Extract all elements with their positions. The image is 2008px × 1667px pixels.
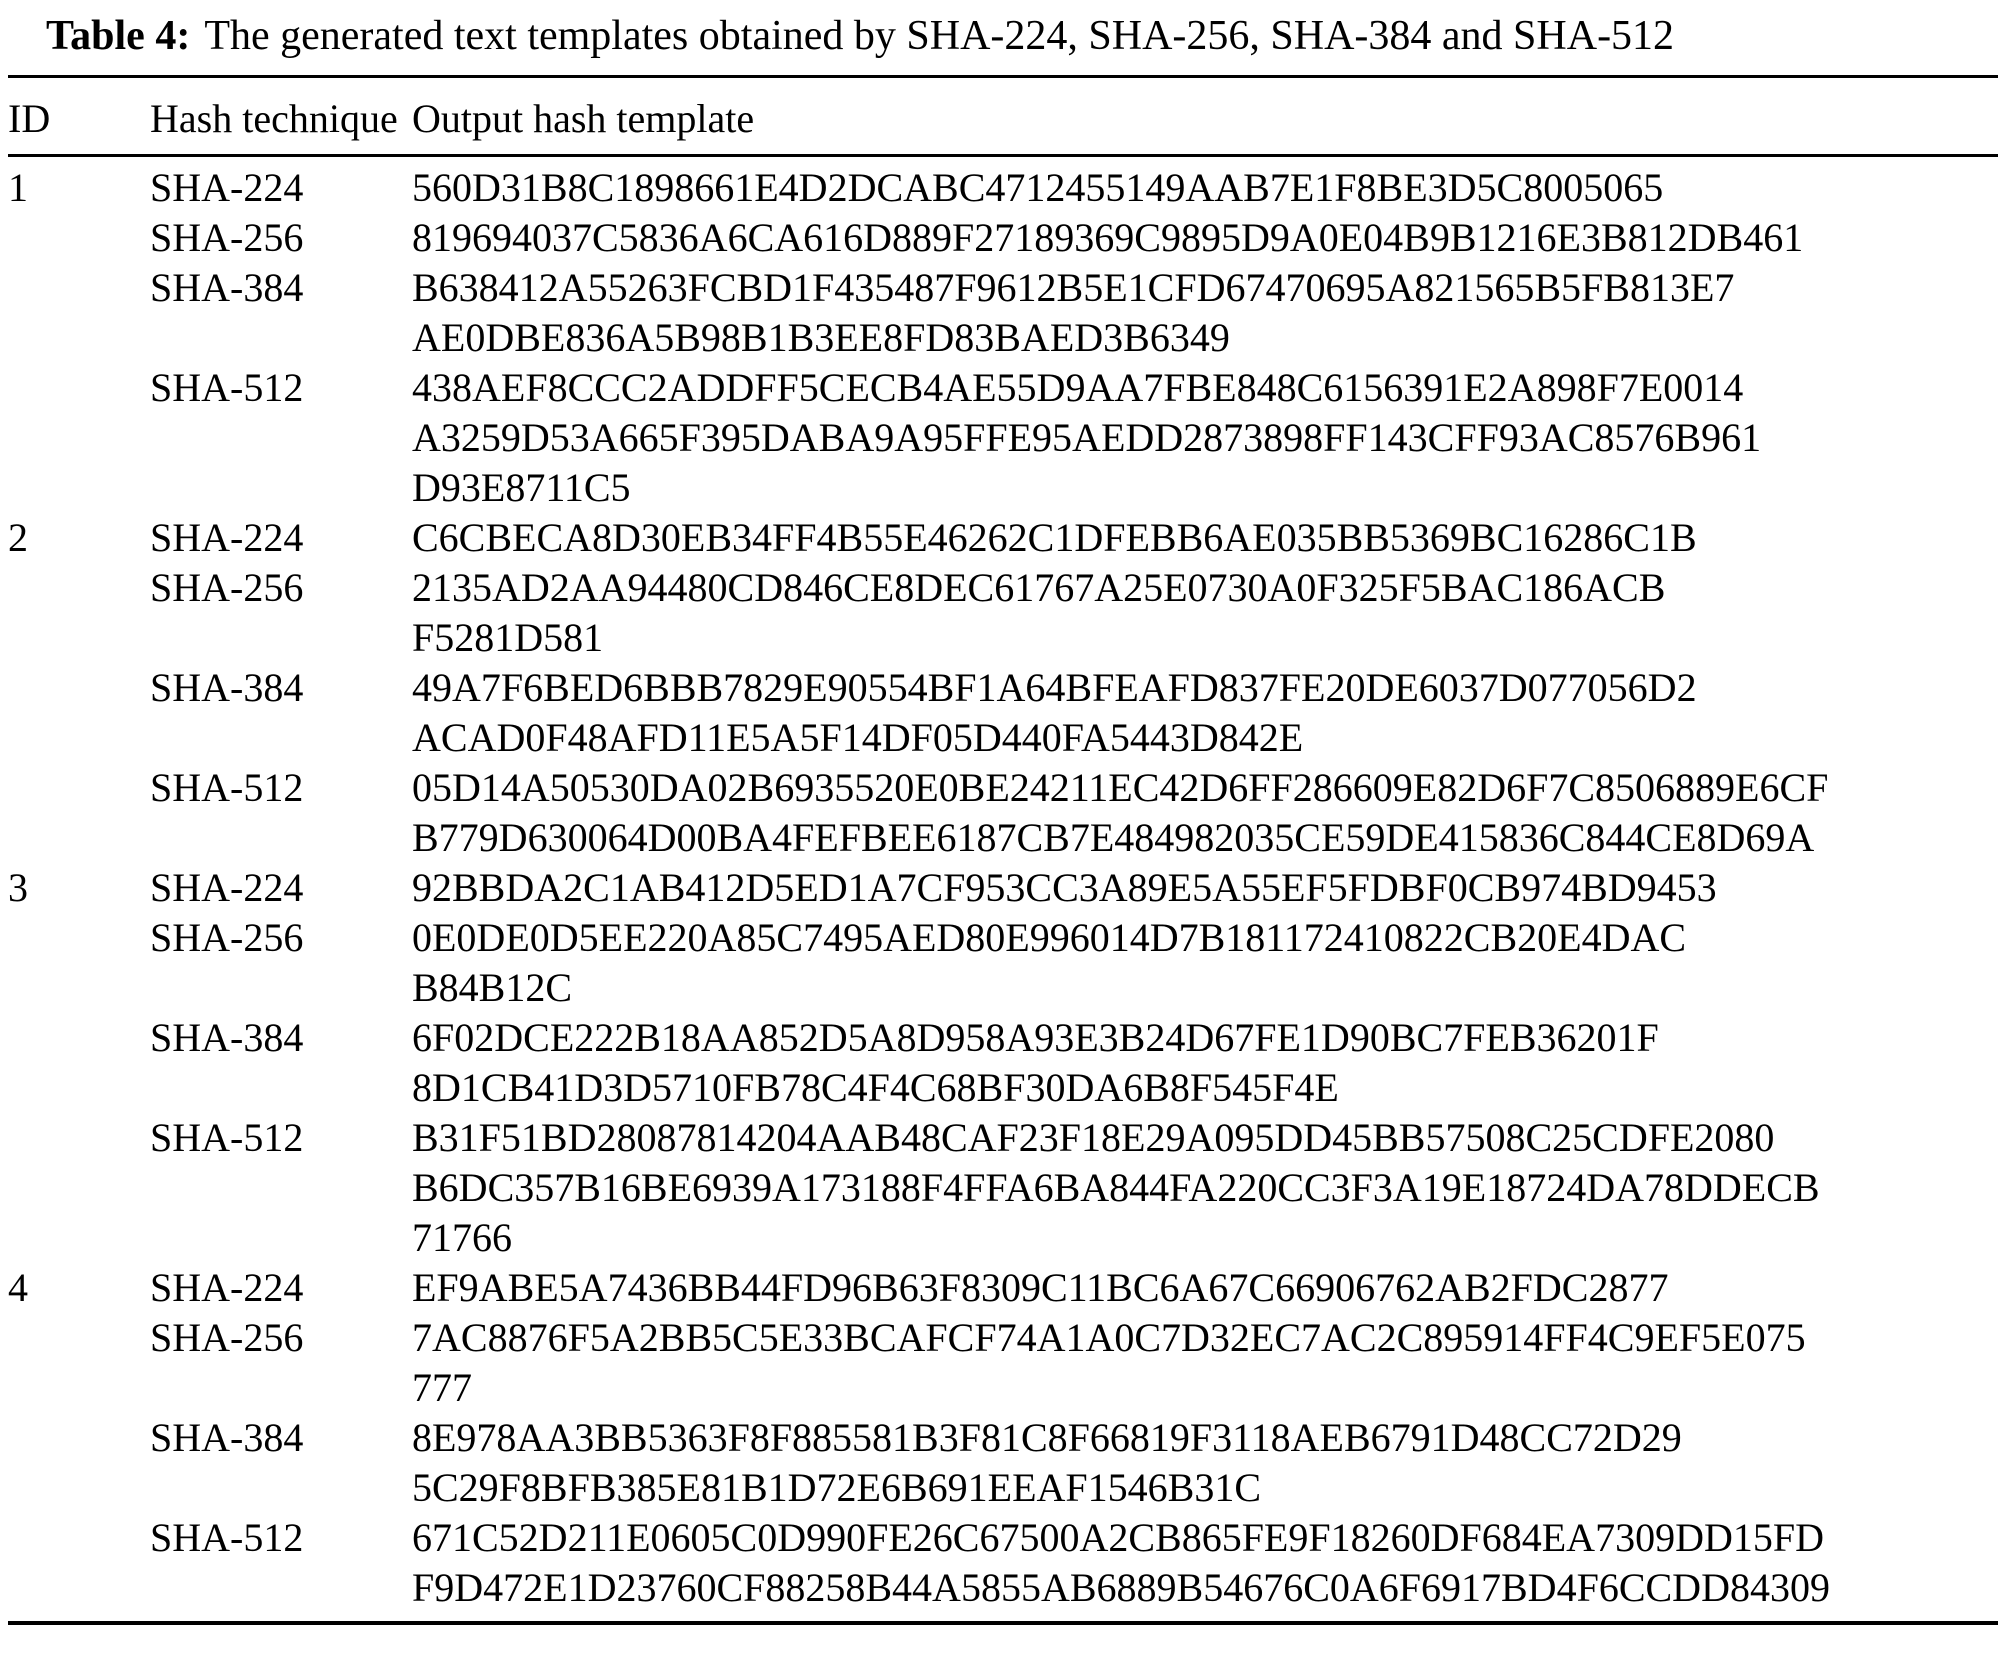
hash-technique-label: SHA-512: [150, 765, 304, 810]
hash-entry: [150, 1263, 1998, 1313]
hash-output: [412, 763, 1998, 863]
row-id: 1: [8, 165, 28, 210]
hash-entry: [150, 163, 1998, 213]
table-caption: [8, 0, 1998, 75]
hash-technique-label: SHA-224: [150, 165, 304, 210]
hash-entry: [150, 1413, 1998, 1513]
hash-line: EF9ABE5A7436BB44FD96B63F8309C11BC6A67C66906762AB2FDC2877: [412, 1265, 1669, 1310]
table-caption-text: The generated text templates obtained by SHA-224, SHA-256, SHA-384 and SHA-512: [204, 13, 1675, 59]
hash-technique-label: SHA-512: [150, 365, 304, 410]
hash-technique-label: SHA-256: [150, 1315, 304, 1360]
hash-entry: [150, 663, 1998, 763]
row-entries: [150, 513, 1998, 863]
column-header-output: Output hash template: [412, 96, 755, 141]
hash-line: 438AEF8CCC2ADDFF5CECB4AE55D9AA7FBE848C6156391E2A898F7E0014: [412, 365, 1744, 410]
table-row: [8, 513, 1998, 863]
hash-line: A3259D53A665F395DABA9A95FFE95AEDD2873898FF143CFF93AC8576B961: [412, 415, 1762, 460]
hash-technique-label: SHA-512: [150, 1115, 304, 1160]
hash-output: [412, 863, 1998, 913]
table-header-row: [8, 78, 1998, 154]
hash-line: 92BBDA2C1AB412D5ED1A7CF953CC3A89E5A55EF5FDBF0CB974BD9453: [412, 865, 1717, 910]
hash-line: B6DC357B16BE6939A173188F4FFA6BA844FA220CC3F3A19E18724DA78DDECB: [412, 1165, 1820, 1210]
hash-output: [412, 263, 1998, 363]
hash-entry: [150, 863, 1998, 913]
hash-line: C6CBECA8D30EB34FF4B55E46262C1DFEBB6AE035BB5369BC16286C1B: [412, 515, 1697, 560]
hash-technique-label: SHA-224: [150, 515, 304, 560]
hash-entry: [150, 763, 1998, 863]
hash-output: [412, 1013, 1998, 1113]
table-bottom-rule: [8, 1621, 1998, 1625]
hash-line: 05D14A50530DA02B6935520E0BE24211EC42D6FF286609E82D6F7C8506889E6CF: [412, 765, 1829, 810]
table-caption-label: Table 4:: [46, 13, 191, 59]
hash-technique-label: SHA-384: [150, 665, 304, 710]
hash-line: 819694037C5836A6CA616D889F27189369C9895D9A0E04B9B1216E3B812DB461: [412, 215, 1804, 260]
hash-technique-label: SHA-384: [150, 1015, 304, 1060]
row-id: 3: [8, 865, 28, 910]
hash-line: 2135AD2AA94480CD846CE8DEC61767A25E0730A0F325F5BAC186ACB: [412, 565, 1666, 610]
hash-line: F9D472E1D23760CF88258B44A5855AB6889B54676C0A6F6917BD4F6CCDD84309: [412, 1565, 1830, 1610]
hash-output: [412, 213, 1998, 263]
hash-output: [412, 913, 1998, 1013]
hash-line: AE0DBE836A5B98B1B3EE8FD83BAED3B6349: [412, 315, 1230, 360]
hash-technique-label: SHA-256: [150, 915, 304, 960]
hash-line: 671C52D211E0605C0D990FE26C67500A2CB865FE9F18260DF684EA7309DD15FD: [412, 1515, 1824, 1560]
hash-line: B779D630064D00BA4FEFBEE6187CB7E484982035CE59DE415836C844CE8D69A: [412, 815, 1815, 860]
hash-line: 71766: [412, 1215, 512, 1260]
hash-line: F5281D581: [412, 615, 604, 660]
row-entries: [150, 163, 1998, 513]
hash-line: 5C29F8BFB385E81B1D72E6B691EEAF1546B31C: [412, 1465, 1262, 1510]
hash-technique-label: SHA-224: [150, 865, 304, 910]
hash-output: [412, 1313, 1998, 1413]
hash-output: [412, 1113, 1998, 1263]
hash-technique-label: SHA-224: [150, 1265, 304, 1310]
hash-entry: [150, 913, 1998, 1013]
hash-line: B31F51BD28087814204AAB48CAF23F18E29A095DD45BB57508C25CDFE2080: [412, 1115, 1775, 1160]
hash-line: 560D31B8C1898661E4D2DCABC4712455149AAB7E1F8BE3D5C8005065: [412, 165, 1664, 210]
hash-output: [412, 563, 1998, 663]
hash-entry: [150, 1113, 1998, 1263]
row-entries: [150, 863, 1998, 1263]
hash-technique-label: SHA-384: [150, 265, 304, 310]
hash-technique-label: SHA-512: [150, 1515, 304, 1560]
hash-entry: [150, 263, 1998, 363]
hash-line: 49A7F6BED6BBB7829E90554BF1A64BFEAFD837FE20DE6037D077056D2: [412, 665, 1697, 710]
column-header-id: ID: [8, 96, 51, 141]
hash-output: [412, 1263, 1998, 1313]
row-entries: [150, 1263, 1998, 1613]
row-id: 2: [8, 515, 28, 560]
hash-line: 8E978AA3BB5363F8F885581B3F81C8F66819F3118AEB6791D48CC72D29: [412, 1415, 1682, 1460]
hash-output: [412, 363, 1998, 513]
hash-line: B638412A55263FCBD1F435487F9612B5E1CFD67470695A821565B5FB813E7: [412, 265, 1735, 310]
hash-line: B84B12C: [412, 965, 573, 1010]
hash-output: [412, 1513, 1998, 1613]
hash-entry: [150, 1313, 1998, 1413]
hash-output: [412, 663, 1998, 763]
hash-line: ACAD0F48AFD11E5A5F14DF05D440FA5443D842E: [412, 715, 1304, 760]
hash-entry: [150, 213, 1998, 263]
hash-entry: [150, 363, 1998, 513]
hash-entry: [150, 1513, 1998, 1613]
hash-line: 777: [412, 1365, 472, 1410]
table-row: [8, 163, 1998, 513]
hash-line: 0E0DE0D5EE220A85C7495AED80E996014D7B181172410822CB20E4DAC: [412, 915, 1687, 960]
hash-technique-label: SHA-256: [150, 215, 304, 260]
hash-output: [412, 163, 1998, 213]
table-body: [8, 157, 1998, 1621]
hash-entry: [150, 513, 1998, 563]
hash-line: 7AC8876F5A2BB5C5E33BCAFCF74A1A0C7D32EC7AC2C895914FF4C9EF5E075: [412, 1315, 1806, 1360]
hash-output: [412, 1413, 1998, 1513]
hash-entry: [150, 563, 1998, 663]
hash-output: [412, 513, 1998, 563]
hash-line: 6F02DCE222B18AA852D5A8D958A93E3B24D67FE1D90BC7FEB36201F: [412, 1015, 1659, 1060]
hash-line: 8D1CB41D3D5710FB78C4F4C68BF30DA6B8F545F4E: [412, 1065, 1339, 1110]
hash-technique-label: SHA-384: [150, 1415, 304, 1460]
hash-technique-label: SHA-256: [150, 565, 304, 610]
table-row: [8, 863, 1998, 1263]
column-header-technique: Hash technique: [150, 96, 398, 141]
row-id: 4: [8, 1265, 28, 1310]
table-row: [8, 1263, 1998, 1613]
hash-line: D93E8711C5: [412, 465, 631, 510]
hash-entry: [150, 1013, 1998, 1113]
